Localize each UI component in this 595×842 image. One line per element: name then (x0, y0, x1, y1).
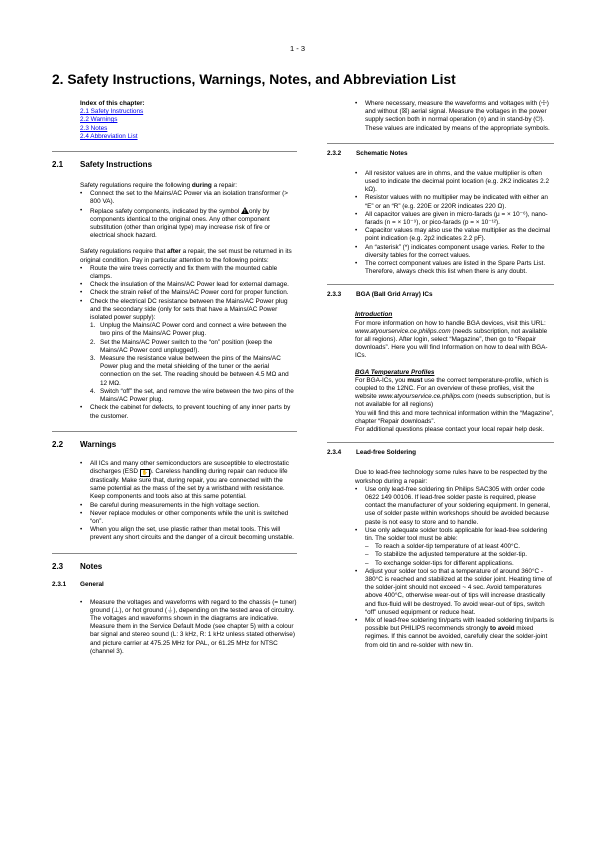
list-item: • Resistor values with no multiplier may be indicated with either an “E” or an “R” (e.g. 220E or 220R indicates 220 Ω). (355, 194, 554, 210)
dash-item: – To reach a solder-tip temperature of at least 400°C. (365, 543, 554, 551)
right-column (327, 100, 554, 650)
dash-item: – To exchange solder-tips for different applications. (365, 560, 554, 568)
list-item: • Measure the voltages and waveforms with regard to the chassis (= tuner) ground (⊥), or hot ground (⏚), depending on the tested area of circuitry. The voltages and waveforms shown in the diagrams are indicative. Measure them in the Service Default Mode (see chapter 5) with a colour bar signal and stereo sound (L: 3 kHz, R: 1 kHz unless stated otherwise) and picture carrier at 475.25 MHz for PAL, or 61.25 MHz for NTSC (channel 3). (80, 599, 297, 656)
list-item: • Use only lead-free soldering tin Philips SAC305 with order code 0622 149 00106. If lead-free solder paste is required, please contact the manufacturer of your soldering equipment. In general, use of solder paste within workshops should be avoided because paste is not easy to store and to handle. (355, 486, 554, 527)
section-heading-2-1: 2.1 Safety Instructions (52, 160, 153, 170)
section-heading-2-2: 2.2 Warnings (52, 439, 117, 449)
bga-intro-text: For more information on how to handle BGA devices, visit this URL: www.atyourservice.ce.philips.com (needs subscription, not available for all regions). After login, select “Magazine”, then go to “Repair downloads”. Here you will find Information on how to deal with BGA-ICs. (355, 319, 548, 360)
list-item: • Connect the set to the Mains/AC Power via an isolation transformer (> 800 VA). (80, 190, 297, 206)
warnings-body (52, 460, 297, 543)
chapter-index (52, 100, 297, 141)
subsection-heading-2-3-2: 2.3.2 Schematic Notes (327, 149, 408, 157)
list-item: • Capacitor values may also use the value multiplier as the decimal point indication (e.g. 2p2 indicates 2.2 pF). (355, 227, 554, 243)
general-continued (327, 100, 554, 133)
list-item: • All ICs and many other semiconductors are susceptible to electrostatic discharges (ESD ✋ ). Careless handling during repair can reduce life drastically. Make sure that, during repair, you are connected with the same potential as the mass of the set by a wristband with resistance. Keep components and tools also at this same potential. (80, 460, 297, 502)
index-link-warnings[interactable]: 2.2 Warnings (80, 116, 118, 124)
during-list (80, 190, 297, 240)
safety-body (52, 182, 297, 421)
bga-temp-help: For additional questions please contact your local repair help desk. (355, 426, 544, 434)
dash-item: – To stabilize the adjusted temperature at the solder-tip. (365, 551, 554, 559)
list-item: • Never replace modules or other components while the unit is switched “on”. (80, 510, 297, 526)
general-body (52, 599, 297, 656)
list-item: • The correct component values are listed in the Spare Parts List. Therefore, always check this list when there is any doubt. (355, 260, 554, 276)
subsection-heading-2-3-3: 2.3.3 BGA (Ball Grid Array) ICs (327, 291, 433, 299)
esd-icon: ✋ (141, 469, 148, 476)
list-item: • Be careful during measurements in the high voltage section. (80, 502, 297, 510)
list-item: • Adjust your solder tool so that a temperature of around 360°C - 380°C is reached and stabilized at the solder joint. Heating time of the solder-joint should not exceed ~ 4 sec. Avoid temperatures above 400°C, otherwise wear-out of tips will increase drastically and flux-fluid will be destroyed. To avoid wear-out of tips, switch “off” unused equipment or reduce heat. (355, 568, 554, 617)
bga-body (327, 311, 554, 434)
divider (327, 284, 554, 285)
list-item: • Replace safety components, indicated by the symbol !only by components identical to the original ones. Any other component substitution (other than original type) may increase risk of fire or electrical shock hazard. (80, 207, 297, 241)
divider (52, 553, 297, 554)
list-item: • Check the cabinet for defects, to prevent touching of any inner parts by the customer. (80, 404, 297, 420)
resistance-steps (90, 322, 297, 404)
bga-temp-more: You will find this and more technical information within the “Magazine”, chapter “Repair downloads”. (355, 409, 554, 425)
list-item: • Route the wire trees correctly and fix them with the mounted cable clamps. (80, 265, 297, 281)
schematic-notes-list (327, 170, 554, 277)
bga-temp-heading: BGA Temperature Profiles (355, 368, 435, 376)
solder-tool-requirements (365, 543, 554, 568)
step-item: 4. Switch “off” the set, and remove the wire between the two pins of the Mains/AC Power plug. (90, 387, 294, 404)
warnings-list (80, 460, 297, 543)
list-item: • Check the electrical DC resistance between the Mains/AC Power plug and the secondary side (only for sets that have a Mains/AC Power isolated power supply): 1. Unplug the Mains/AC Power cord and connect a wire between the two pins of the Mains/AC Power plug. 2. Set the Mains/AC Power switch to the “on” position (keep the Mains/AC Power cord unplugged!). 3. Measure the resistance value between the pins of the Mains/AC Power plug and the metal shielding of the tuner or the aerial connection on the set. The reading should be between 4.5 MΩ and 12 MΩ. 4. Switch “off” the set, and remove the wire between the two pins of the Mains/AC Power plug. (80, 298, 297, 405)
index-heading: Index of this chapter: (80, 100, 145, 107)
section-heading-2-3: 2.3 Notes (52, 561, 103, 571)
during-intro: Safety regulations require the following during a repair: (80, 182, 238, 190)
list-item: • An “asterisk” (*) indicates component usage varies. Refer to the diversity tables for the correct values. (355, 244, 554, 260)
divider (327, 442, 554, 443)
after-list (80, 265, 297, 421)
index-link-notes[interactable]: 2.3 Notes (80, 124, 108, 132)
warning-triangle-icon (241, 207, 249, 214)
step-item: 3. Measure the resistance value between the pins of the Mains/AC Power plug and the metal shielding of the tuner or the aerial connection on the set. The reading should be between 4.5 MΩ and 12 MΩ. (90, 355, 289, 387)
list-item: • All capacitor values are given in micro-farads (μ = × 10⁻⁶), nano-farads (n = × 10⁻⁹), or pico-farads (p = × 10⁻¹²). (355, 211, 554, 227)
bga-temp-url-link[interactable]: www.atyourservice.ce.philips.com (378, 393, 474, 401)
page-title: 2. Safety Instructions, Warnings, Notes, and Abbreviation List (52, 72, 456, 87)
subsection-heading-2-3-1: 2.3.1 General (52, 580, 104, 588)
divider (52, 151, 297, 152)
divider (327, 143, 554, 144)
step-item: 2. Set the Mains/AC Power switch to the “on” position (keep the Mains/AC Power cord unplugged!). (90, 338, 273, 354)
subsection-heading-2-3-4: 2.3.4 Lead-free Soldering (327, 449, 417, 457)
list-item: • Check the insulation of the Mains/AC Power lead for external damage. (80, 281, 297, 289)
left-column (52, 100, 297, 656)
page-number: 1 - 3 (289, 44, 305, 53)
after-intro: Safety regulations require that after a repair, the set must be returned in its original condition. Pay in particular attention to the following points: (80, 248, 292, 264)
bga-temp-text: For BGA-ICs, you must use the correct temperature-profile, which is coupled to the 12NC. For an overview of these profiles, visit the website www.atyourservice.ce.philips.com (needs subscription, but is not available for all regions) (355, 376, 551, 409)
bga-intro-heading: Introduction (355, 311, 393, 319)
step-item: 1. Unplug the Mains/AC Power cord and connect a wire between the two pins of the Mains/AC Power plug. (90, 322, 287, 338)
list-item: • Check the strain relief of the Mains/AC Power cord for proper function. (80, 289, 297, 297)
bga-url-link[interactable]: www.atyourservice.ce.philips.com (355, 327, 451, 335)
index-link-abbreviations[interactable]: 2.4 Abbreviation List (80, 132, 138, 140)
lead-free-list (355, 486, 554, 650)
list-item: • When you align the set, use plastic rather than metal tools. This will prevent any short circuits and the danger of a circuit becoming unstable. (80, 526, 297, 542)
index-link-safety[interactable]: 2.1 Safety Instructions (80, 108, 144, 116)
lead-free-body (327, 469, 554, 649)
list-item: • All resistor values are in ohms, and the value multiplier is often used to indicate the decimal point location (e.g. 2K2 indicates 2.2 kΩ). (355, 170, 554, 195)
lead-free-intro: Due to lead-free technology some rules have to be respected by the workshop during a repair: (355, 469, 548, 485)
list-item: • Where necessary, measure the waveforms and voltages with (☩) and without (☒) aerial signal. Measure the voltages in the power supply section both in normal operation (⌽) and in stand-by (⏻). These values are indicated by means of the appropriate symbols. (355, 100, 554, 133)
divider (52, 431, 297, 432)
list-item: • Mix of lead-free soldering tin/parts with leaded soldering tin/parts is possible but PHILIPS recommends strongly to avoid mixed regimes. If this cannot be avoided, carefully clear the solder-joint from old tin and re-solder with new tin. (355, 617, 554, 650)
list-item: • Use only adequate solder tools applicable for lead-free soldering tin. The solder tool must be able: – To reach a solder-tip temperature of at least 400°C. – To stabilize the adjusted temperature at the solder-tip. – To exchange solder-tips for different applications. (355, 527, 554, 568)
